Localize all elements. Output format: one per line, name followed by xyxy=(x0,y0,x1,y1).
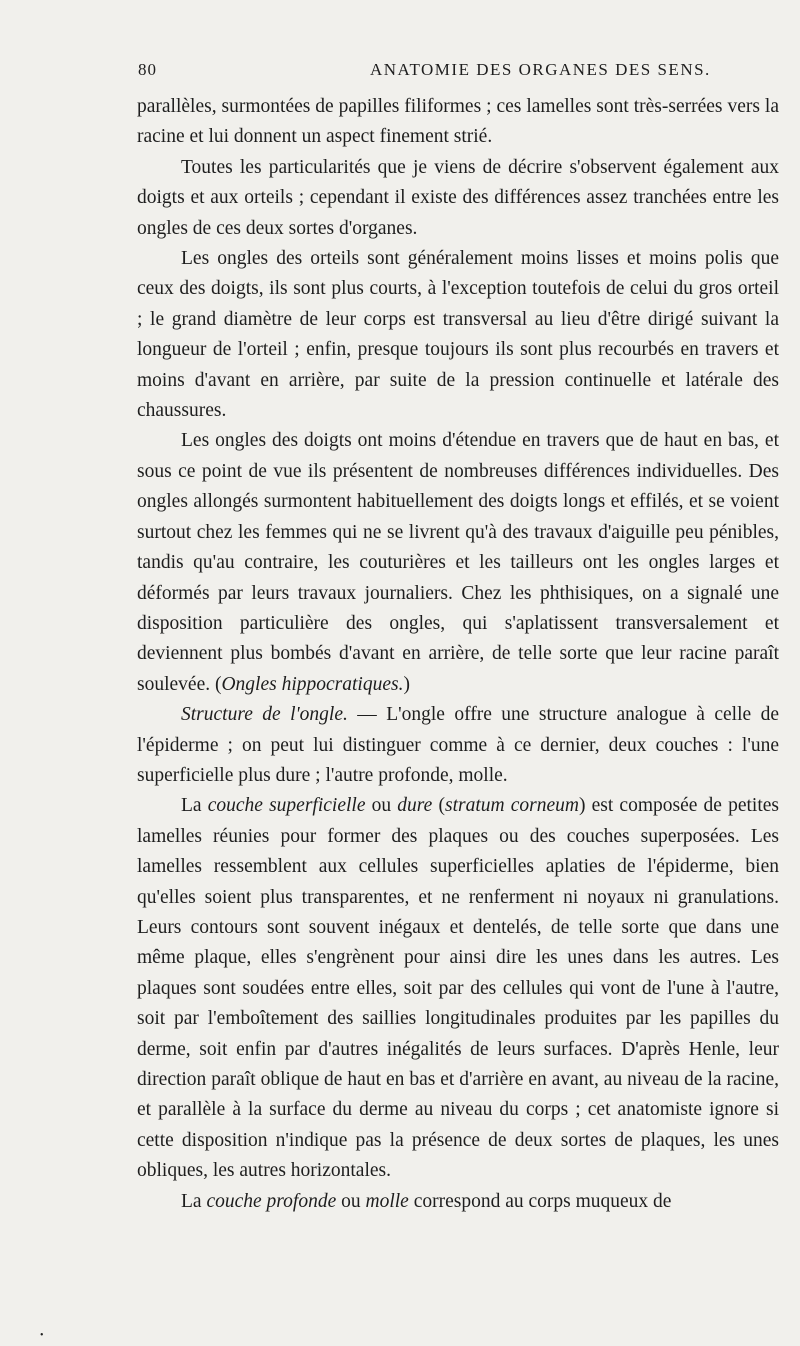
paragraph-text: La xyxy=(181,1190,207,1212)
paragraph xyxy=(137,426,779,700)
paragraph-text: correspond au corps muqueux de xyxy=(408,1190,672,1212)
paragraph-text: — L'ongle offre une structure analogue à celle de l'épiderme ; on peut lui distinguer comme à ce dernier, deux couches : l'une superficielle plus dure ; l'autre profonde, molle. xyxy=(137,704,779,786)
paragraph-text: Les ongles des doigts ont moins d'étendue en travers que de haut en bas, et sous ce point de vue ils présentent de nombreuses différences individuelles. Des ongles allongés surmontent habituellement des doigts longs et effilés, et se voient surtout chez les femmes qui ne se livrent qu'à des travaux d'aiguille peu pénibles, tandis qu'au contraire, les couturières et les tailleurs ont les ongles larges et déformés par leurs travaux journaliers. Chez les phthisiques, on a signalé une disposition particulière des ongles, qui s'aplatissent transversalement et deviennent plus bombés d'avant en arrière, de telle sorte que leur racine paraît soulevée. ( xyxy=(137,430,779,695)
section-heading: Structure de l'ongle. xyxy=(181,704,348,726)
paragraph-continued: parallèles, surmontées de papilles filiformes ; ces lamelles sont très-serrées vers la racine et lui donnent un aspect finement strié. xyxy=(137,96,779,148)
italic-term: couche superficielle xyxy=(207,795,366,817)
paragraph-text: ) xyxy=(403,673,410,695)
italic-term: molle xyxy=(365,1190,409,1212)
paragraph-text: ou xyxy=(365,795,398,817)
italic-term: stratum corneum xyxy=(444,795,579,817)
paragraph-text: ( xyxy=(432,795,445,817)
running-head: ANATOMIE DES ORGANES DES SENS. xyxy=(370,60,711,79)
paragraph-text: La xyxy=(181,795,208,817)
italic-term: couche profonde xyxy=(206,1190,337,1212)
paragraph xyxy=(137,1187,779,1217)
page-number: 80 xyxy=(138,60,157,79)
italic-term: Ongles hippocratiques. xyxy=(221,673,404,695)
paragraph xyxy=(137,700,779,791)
margin-speck: • xyxy=(40,1330,44,1341)
paragraph-text: ) est composée de petites lamelles réunies pour former des plaques ou des couches superposées. Les lamelles ressemblent aux cellules superficielles aplaties de l'épiderme, bien qu'elles soient plus transparentes, et ne renferment ni noyaux ni granulations. Leurs contours sont souvent inégaux et dentelés, de telle sorte que dans une même plaque, elles s'engrènent pour ainsi dire les unes dans les autres. Les plaques sont soudées entre elles, soit par des cellules qui vont de l'une à l'autre, soit par l'emboîtement des saillies longitudinales produites par les papilles du derme, soit enfin par d'autres inégalités de leurs surfaces. D'après Henle, leur direction paraît oblique de haut en bas et d'arrière en avant, au niveau de la racine, et parallèle à la surface du derme au niveau du corps ; cet anatomiste ignore si cette disposition n'indique pas la présence de deux sortes de plaques, les unes obliques, les autres horizontales. xyxy=(137,795,780,1182)
italic-term: dure xyxy=(397,795,433,817)
paragraph xyxy=(137,791,779,1186)
paragraph-text: ou xyxy=(336,1190,366,1212)
paragraph: Les ongles des orteils sont généralement moins lisses et moins polis que ceux des doigts, ils sont plus courts, à l'exception toutefois de celui du gros orteil ; le grand diamètre de leur corps est transversal au lieu d'être dirigé suivant la longueur de l'orteil ; enfin, presque toujours ils sont plus recourbés en travers et moins d'avant en arrière, par suite de la pression continuelle et latérale des chaussures. xyxy=(137,248,779,422)
page-body xyxy=(137,92,779,1217)
page-header xyxy=(138,58,778,88)
paragraph: Toutes les particularités que je viens de décrire s'observent également aux doigts et aux orteils ; cependant il existe des différences assez tranchées entre les ongles de ces deux sortes d'organes. xyxy=(137,156,779,239)
